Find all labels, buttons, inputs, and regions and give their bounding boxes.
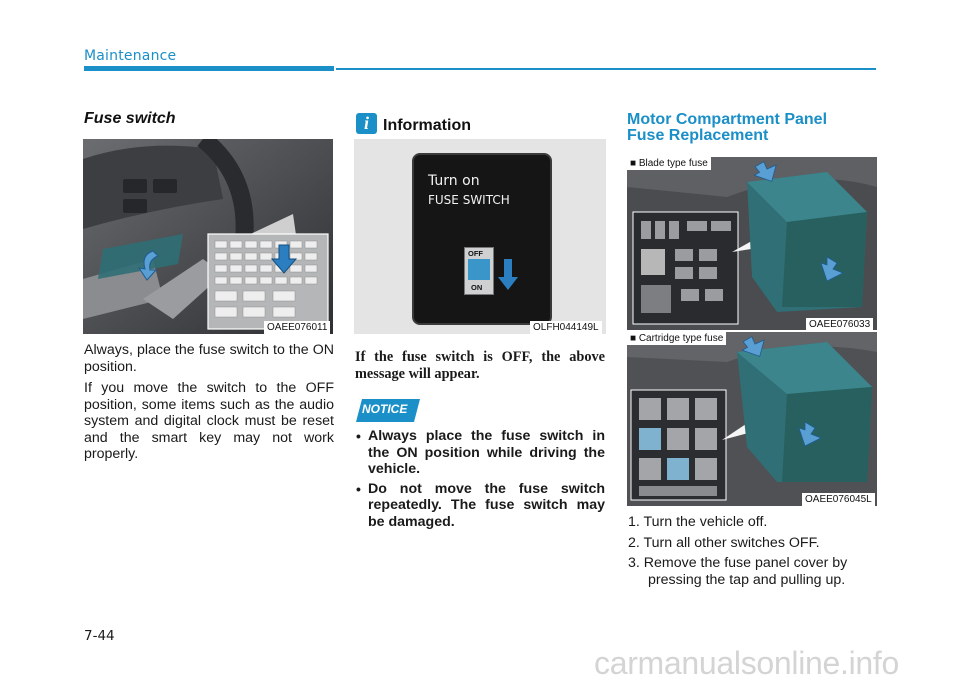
step-item: 1. Turn the vehicle off. (628, 514, 768, 530)
info-text: If the fuse switch is OFF, the above message will appear. (355, 349, 605, 382)
step-item: 3. Remove the fuse panel cover by pressing the tap and pulling up. (628, 555, 848, 588)
blade-fuse-caption: OAEE076033 (806, 318, 873, 331)
cluster-display (412, 153, 552, 325)
heading-line-2: Fuse Replacement (627, 127, 769, 144)
header-rule-thin (336, 68, 876, 70)
middle-image-caption: OLFH044149L (530, 321, 602, 334)
cartridge-fuse-photo (627, 332, 877, 506)
page-number: 7-44 (84, 628, 115, 644)
notice-bullet-text: Always place the fuse switch in the ON position while driving the vehicle. (368, 428, 605, 477)
left-image-caption: OAEE076011 (264, 321, 330, 334)
notice-bullet-item (355, 428, 605, 478)
heading-line-1: Motor Compartment Panel (627, 111, 828, 128)
screen-line-2: FUSE SWITCH (428, 193, 510, 207)
switch-knob (468, 259, 490, 280)
cluster-message-photo (354, 139, 606, 334)
dashboard-illustration (83, 139, 333, 334)
notice-bullet-item (355, 481, 605, 531)
bullet-dot: • (356, 428, 361, 444)
cartridge-fuse-caption: OAEE076045L (802, 493, 875, 506)
switch-on-label: ON (471, 283, 483, 292)
notice-bullets (355, 428, 605, 530)
watermark: carmanualsonline.info (594, 645, 899, 681)
fuse-switch-graphic (464, 247, 494, 295)
motor-compartment-heading (627, 112, 827, 144)
step-item: 2. Turn all other switches OFF. (628, 534, 820, 551)
switch-off-label: OFF (468, 249, 483, 258)
bullet-dot: • (356, 480, 361, 497)
screen-line-1: Turn on (428, 173, 480, 189)
notice-label: NOTICE (362, 402, 408, 416)
cartridge-fuse-label: ■ Cartridge type fuse (627, 332, 726, 345)
header-rule-thick (84, 66, 334, 71)
left-paragraph-1: Always, place the fuse switch to the ON position. (84, 342, 334, 375)
info-icon: i (356, 113, 377, 134)
notice-bullet-text: Do not move the fuse switch repeatedly. The fuse switch may be damaged. (368, 480, 605, 530)
cartridge-fuse-illustration (627, 332, 877, 506)
blade-fuse-illustration (627, 157, 877, 330)
section-title: Maintenance (84, 48, 177, 64)
replacement-steps (628, 514, 878, 588)
fuse-switch-heading: Fuse switch (84, 110, 176, 127)
information-heading: Information (383, 117, 471, 134)
fuse-switch-photo (83, 139, 333, 334)
blade-fuse-photo (627, 157, 877, 330)
left-paragraph-2: If you move the switch to the OFF position, some items such as the audio system and digital clock must be reset and the smart key may not work properly. (84, 380, 334, 462)
blade-fuse-label: ■ Blade type fuse (627, 157, 711, 170)
down-arrow-icon (498, 259, 518, 291)
